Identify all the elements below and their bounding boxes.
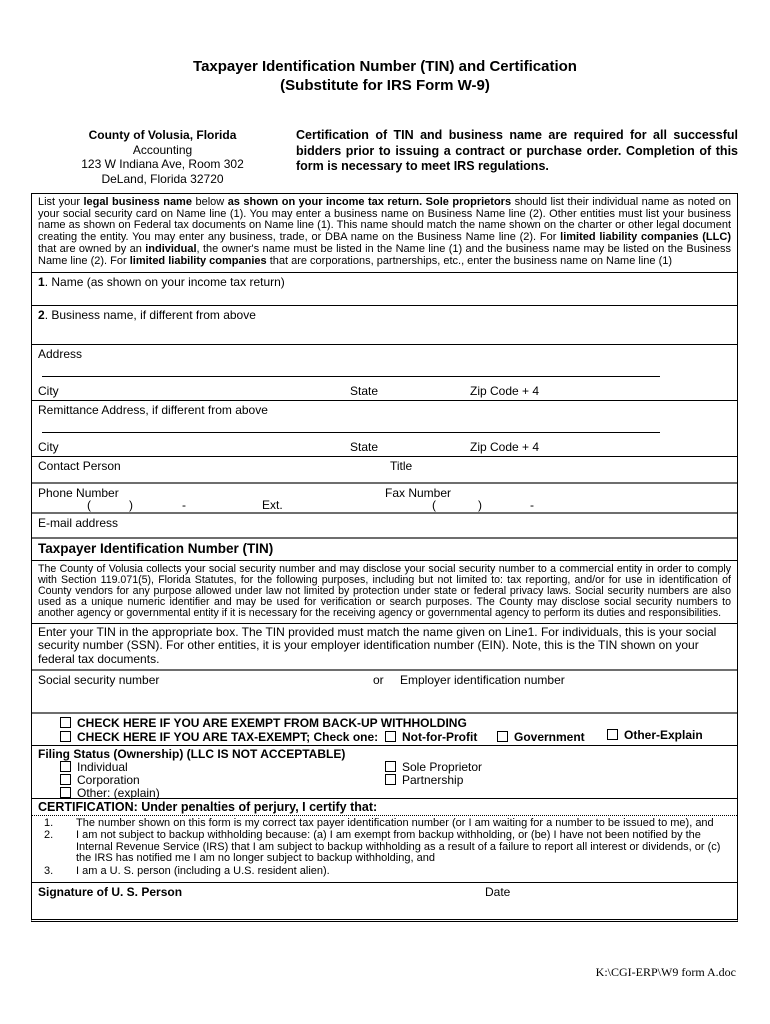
intro-seg-2: below bbox=[191, 196, 228, 208]
tax-exempt-checkbox[interactable] bbox=[60, 731, 71, 742]
tin-section-heading: Taxpayer Identification Number (TIN) bbox=[38, 541, 274, 557]
other-explain-checkbox[interactable] bbox=[607, 729, 618, 740]
signature-row bbox=[32, 882, 737, 919]
signature-input-area[interactable] bbox=[38, 897, 458, 917]
address-row bbox=[32, 344, 737, 400]
business-name-label: 2. Business name, if different from above bbox=[38, 308, 256, 323]
remittance-zip-label: Zip Code + 4 bbox=[470, 440, 540, 455]
email-row bbox=[32, 512, 737, 537]
agency-city: DeLand, Florida 32720 bbox=[101, 171, 224, 186]
government-label: Government bbox=[514, 729, 585, 744]
exempt-checkbox-section bbox=[32, 712, 737, 745]
fax-input-area[interactable] bbox=[432, 496, 632, 512]
partnership-option bbox=[385, 773, 463, 787]
phone-number-label: Phone Number bbox=[38, 486, 119, 501]
filing-status-section bbox=[32, 745, 737, 798]
tax-exempt-label: CHECK HERE IF YOU ARE TAX-EXEMPT; Check one: bbox=[77, 729, 379, 744]
remittance-city-label: City bbox=[38, 440, 59, 455]
individual-checkbox[interactable] bbox=[60, 761, 71, 772]
document-file-path: K:\CGI-ERP\W9 form A.doc bbox=[595, 965, 736, 979]
name-input-area[interactable] bbox=[32, 287, 737, 305]
agency-street: 123 W Indiana Ave, Room 302 bbox=[81, 157, 244, 171]
certification-item-3-number: 3. bbox=[44, 864, 54, 877]
remittance-address-label: Remittance Address, if different from above bbox=[38, 403, 268, 418]
phone-input-area[interactable] bbox=[87, 496, 337, 512]
date-input-area[interactable] bbox=[485, 897, 685, 917]
certification-item-3-text: I am a U. S. person (including a U.S. resident alien). bbox=[76, 864, 330, 877]
remittance-state-label: State bbox=[350, 440, 379, 455]
individual-label: Individual bbox=[77, 759, 128, 774]
intro-seg-6: that are owned by an bbox=[38, 242, 146, 255]
title-input-area[interactable] bbox=[422, 457, 737, 482]
ssn-privacy-paragraph: The County of Volusia collects your social security number and may disclose your social security number to a commercial entity in order to comply with Section 119.071(5), Florida Statutes, for the following purposes, including but not limited to: tax reporting, and/or for use in identification of County vendors for any purpose allowed under law not limited by protection under state or federal privacy laws. Social security numbers are also used as a unique numeric identifier and may be used for verification or search purposes. The County may disclose social security numbers to another agency or governmental entity if it is necessary for the receiving agency or governmental agency to perform its duties and responsibilities. bbox=[32, 560, 737, 623]
certification-item-2 bbox=[32, 830, 737, 866]
page-title bbox=[0, 57, 770, 95]
intro-seg-7: individual bbox=[145, 242, 197, 255]
certification-item-2-number: 2. bbox=[44, 829, 54, 842]
date-label: Date bbox=[485, 885, 511, 900]
fax-paren-close: ) bbox=[478, 498, 482, 513]
tin-instructions-paragraph: Enter your TIN in the appropriate box. The TIN provided must match the name given on Line1. For individuals, this is your social security number (SSN). For other entities, it is your employer identification number (EIN). Note, this is the TIN shown on your federal tax documents. bbox=[32, 623, 737, 669]
phone-fax-row bbox=[32, 482, 737, 512]
title-line2: (Substitute for IRS Form W-9) bbox=[280, 77, 490, 94]
backup-withholding-exempt-option bbox=[60, 716, 467, 730]
other-explain-filing-checkbox[interactable] bbox=[60, 787, 71, 798]
intro-seg-5: limited liability companies (LLC) bbox=[560, 231, 731, 244]
sole-proprietor-checkbox[interactable] bbox=[385, 761, 396, 772]
remittance-address-row bbox=[32, 400, 737, 456]
ein-label: Employer identification number bbox=[400, 672, 565, 687]
not-for-profit-option bbox=[385, 730, 477, 744]
fax-dash: - bbox=[530, 498, 534, 513]
fax-number-label: Fax Number bbox=[385, 486, 452, 501]
agency-name: County of Volusia, Florida bbox=[88, 128, 237, 142]
agency-dept: Accounting bbox=[132, 142, 193, 157]
government-checkbox[interactable] bbox=[497, 731, 508, 742]
phone-paren-open: ( bbox=[87, 498, 91, 513]
phone-paren-close: ) bbox=[129, 498, 133, 513]
certification-item-3 bbox=[32, 866, 737, 879]
name-label: 1. Name (as shown on your income tax return) bbox=[38, 275, 285, 290]
business-name-row bbox=[32, 305, 737, 344]
partnership-label: Partnership bbox=[402, 772, 464, 787]
certification-item-1-text: The number shown on this form is my correct tax payer identification number (or I am waiting for a number to be issued to me), and bbox=[76, 816, 714, 829]
email-input-area[interactable] bbox=[122, 514, 737, 537]
backup-withholding-exempt-checkbox[interactable] bbox=[60, 717, 71, 728]
remittance-address-input-line[interactable] bbox=[42, 432, 660, 433]
agency-address-block bbox=[45, 128, 280, 186]
certification-heading-row bbox=[32, 798, 737, 815]
title-label: Title bbox=[390, 459, 413, 474]
intro-seg-3: as shown on your income tax return. Sole proprietors bbox=[227, 196, 512, 208]
government-option bbox=[497, 730, 585, 744]
contact-person-label: Contact Person bbox=[38, 459, 121, 474]
tin-section-header-row bbox=[32, 537, 737, 560]
ein-input-area[interactable] bbox=[400, 686, 700, 710]
intro-seg-4: should list their individual name as noted on your social security card on Name line (1). You may enter a business name on Business Name line (2). Other entities must list your business name as shown on Federal tax documents on Name line (1). This name should match the name shown on the charter or other legal document creating the entity. You may enter any business, trade, or DBA name on the Business Name line (2). For bbox=[38, 196, 731, 244]
certification-items bbox=[32, 815, 737, 883]
email-label: E-mail address bbox=[38, 516, 119, 531]
zip-label: Zip Code + 4 bbox=[470, 384, 540, 399]
phone-ext-label: Ext. bbox=[262, 498, 283, 513]
intro-instructions bbox=[32, 194, 737, 272]
intro-seg-0: List your bbox=[38, 196, 84, 208]
certification-heading: CERTIFICATION: Under penalties of perjury, I certify that: bbox=[38, 799, 378, 814]
other-explain-filing-label: Other: (explain) bbox=[77, 785, 160, 800]
not-for-profit-label: Not-for-Profit bbox=[402, 729, 478, 744]
contact-row bbox=[32, 456, 737, 482]
intro-seg-10: that are corporations, partnerships, etc., enter the business name on Name line (1) bbox=[266, 254, 673, 267]
city-label: City bbox=[38, 384, 59, 399]
address-label: Address bbox=[38, 347, 83, 362]
certification-item-2-text: I am not subject to backup withholding because: (a) I am exempt from backup withholding, or (be) I have not been notified by the Internal Revenue Service (IRS) that I am subject to backup withholding as a result of a failure to report all interest or dividends, or (c) the IRS has notified me I am no longer subject to backup withholding, and bbox=[76, 829, 721, 865]
sole-proprietor-option bbox=[385, 760, 482, 774]
fax-paren-open: ( bbox=[432, 498, 436, 513]
phone-dash: - bbox=[182, 498, 186, 513]
ssn-ein-row bbox=[32, 669, 737, 712]
corporation-option bbox=[60, 773, 140, 787]
backup-withholding-exempt-label: CHECK HERE IF YOU ARE EXEMPT FROM BACK-UP WITHHOLDING bbox=[77, 715, 467, 730]
w9-form-table bbox=[31, 193, 738, 922]
contact-person-input-area[interactable] bbox=[132, 457, 382, 482]
intro-seg-8: , the owner's name must be listed in the Name line (1) and the business name may be listed on the Business Name line (2). For bbox=[38, 242, 731, 267]
corporation-checkbox[interactable] bbox=[60, 774, 71, 785]
name-row bbox=[32, 272, 737, 305]
individual-option bbox=[60, 760, 128, 774]
ssn-input-area[interactable] bbox=[38, 686, 338, 710]
address-input-line[interactable] bbox=[42, 376, 660, 377]
intro-seg-9: limited liability companies bbox=[129, 254, 267, 267]
not-for-profit-checkbox[interactable] bbox=[385, 731, 396, 742]
business-name-input-area[interactable] bbox=[32, 320, 737, 344]
title-line1: Taxpayer Identification Number (TIN) and Certification bbox=[193, 58, 577, 75]
certification-notice: Certification of TIN and business name are required for all successful bidders prior to issuing a contract or purchase order. Completion of this form is necessary to meet IRS regulations. bbox=[296, 128, 738, 173]
corporation-label: Corporation bbox=[77, 772, 140, 787]
sole-proprietor-label: Sole Proprietor bbox=[402, 759, 483, 774]
state-label: State bbox=[350, 384, 379, 399]
filing-status-heading: Filing Status (Ownership) (LLC IS NOT ACCEPTABLE) bbox=[38, 746, 346, 761]
ssn-label: Social security number bbox=[38, 672, 160, 687]
certification-item-1-number: 1. bbox=[44, 816, 54, 829]
tax-exempt-option bbox=[60, 730, 378, 744]
intro-seg-1: legal business name bbox=[83, 196, 192, 208]
other-explain-label: Other-Explain bbox=[624, 727, 703, 742]
other-explain-option bbox=[607, 728, 703, 742]
signature-label: Signature of U. S. Person bbox=[38, 885, 183, 900]
partnership-checkbox[interactable] bbox=[385, 774, 396, 785]
or-label: or bbox=[373, 672, 384, 687]
